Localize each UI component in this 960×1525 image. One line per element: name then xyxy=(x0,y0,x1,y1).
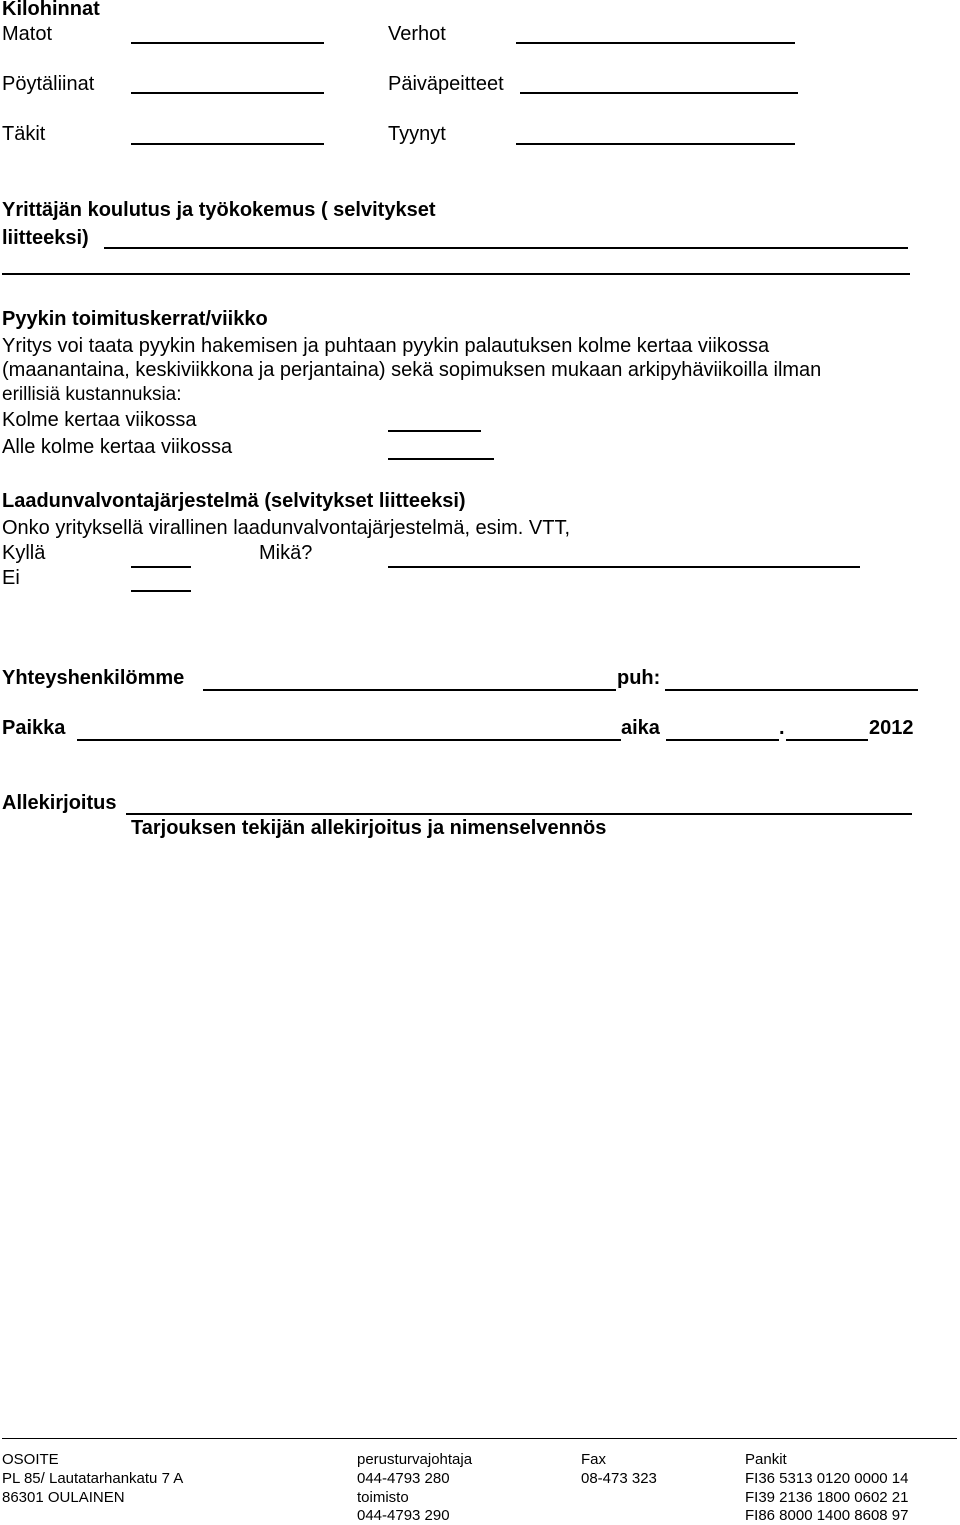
three-times-field[interactable] xyxy=(388,430,481,432)
quality-no-field[interactable] xyxy=(131,590,191,592)
delivery-paragraph-line2: (maanantaina, keskiviikkona ja perjantaina) sekä sopimuksen mukaan arkipyhäviikoilla ilman xyxy=(2,359,822,381)
footer-address-heading: OSOITE xyxy=(2,1451,59,1468)
date-day-field[interactable] xyxy=(666,739,779,741)
footer-fax-number: 08-473 323 xyxy=(581,1470,657,1487)
phone-label: puh: xyxy=(617,667,661,689)
date-month-field[interactable] xyxy=(786,739,868,741)
delivery-option-less: Alle kolme kertaa viikossa xyxy=(2,436,233,458)
less-than-three-field[interactable] xyxy=(388,458,494,460)
delivery-heading: Pyykin toimituskerrat/viikko xyxy=(2,308,268,330)
time-label: aika xyxy=(621,717,660,739)
delivery-paragraph-line1: Yritys voi taata pyykin hakemisen ja puhtaan pyykin palautuksen kolme kertaa viikossa xyxy=(2,335,770,357)
quality-yes-label: Kyllä xyxy=(2,542,46,564)
training-heading-line1: Yrittäjän koulutus ja työkokemus ( selvitykset xyxy=(2,199,436,221)
footer-director-title: perusturvajohtaja xyxy=(357,1451,473,1468)
quality-question: Onko yrityksellä virallinen laadunvalvontajärjestelmä, esim. VTT, xyxy=(2,517,571,539)
place-field[interactable] xyxy=(77,739,621,741)
date-year: 2012 xyxy=(869,717,914,739)
quality-which-label: Mikä? xyxy=(259,542,313,564)
bedspreads-price-field[interactable] xyxy=(520,92,798,94)
item-label-tablecloths: Pöytäliinat xyxy=(2,73,95,95)
quality-yes-field[interactable] xyxy=(131,566,191,568)
footer-address-city: 86301 OULAINEN xyxy=(2,1489,125,1506)
training-field-line2[interactable] xyxy=(2,273,910,275)
quality-no-label: Ei xyxy=(2,567,20,589)
signature-field[interactable] xyxy=(126,813,912,815)
training-heading-line2: liitteeksi) xyxy=(2,227,89,249)
curtains-price-field[interactable] xyxy=(516,42,795,44)
contact-person-field[interactable] xyxy=(203,689,616,691)
quality-heading: Laadunvalvontajärjestelmä (selvitykset liitteeksi) xyxy=(2,490,466,512)
place-label: Paikka xyxy=(2,717,66,739)
footer-banks-heading: Pankit xyxy=(745,1451,787,1468)
footer-director-phone: 044-4793 280 xyxy=(357,1470,450,1487)
footer-bank-account-3: FI86 8000 1400 8608 97 xyxy=(745,1507,909,1524)
footer-office-title: toimisto xyxy=(357,1489,409,1506)
training-field-line1[interactable] xyxy=(104,247,908,249)
signature-label: Allekirjoitus xyxy=(2,792,117,814)
footer-office-phone: 044-4793 290 xyxy=(357,1507,450,1524)
footer-divider xyxy=(2,1438,957,1439)
delivery-paragraph-line3: erillisiä kustannuksia: xyxy=(2,384,182,405)
footer-fax-heading: Fax xyxy=(581,1451,607,1468)
footer-address-street: PL 85/ Lautatarhankatu 7 A xyxy=(2,1470,184,1487)
delivery-option-three-times: Kolme kertaa viikossa xyxy=(2,409,197,431)
rugs-price-field[interactable] xyxy=(131,42,324,44)
date-separator: . xyxy=(779,717,785,739)
footer-bank-account-2: FI39 2136 1800 0602 21 xyxy=(745,1489,909,1506)
item-label-pillows: Tyynyt xyxy=(388,123,446,145)
item-label-rugs: Matot xyxy=(2,23,53,45)
duvets-price-field[interactable] xyxy=(131,143,324,145)
signature-caption: Tarjouksen tekijän allekirjoitus ja nimenselvennös xyxy=(131,817,607,839)
prices-heading: Kilohinnat xyxy=(2,0,100,20)
contact-person-label: Yhteyshenkilömme xyxy=(2,667,185,689)
pillows-price-field[interactable] xyxy=(516,143,795,145)
tablecloths-price-field[interactable] xyxy=(131,92,324,94)
item-label-duvets: Täkit xyxy=(2,123,46,145)
phone-field[interactable] xyxy=(665,689,918,691)
quality-which-field[interactable] xyxy=(388,566,860,568)
item-label-bedspreads: Päiväpeitteet xyxy=(388,73,504,95)
item-label-curtains: Verhot xyxy=(388,23,446,45)
footer-bank-account-1: FI36 5313 0120 0000 14 xyxy=(745,1470,909,1487)
